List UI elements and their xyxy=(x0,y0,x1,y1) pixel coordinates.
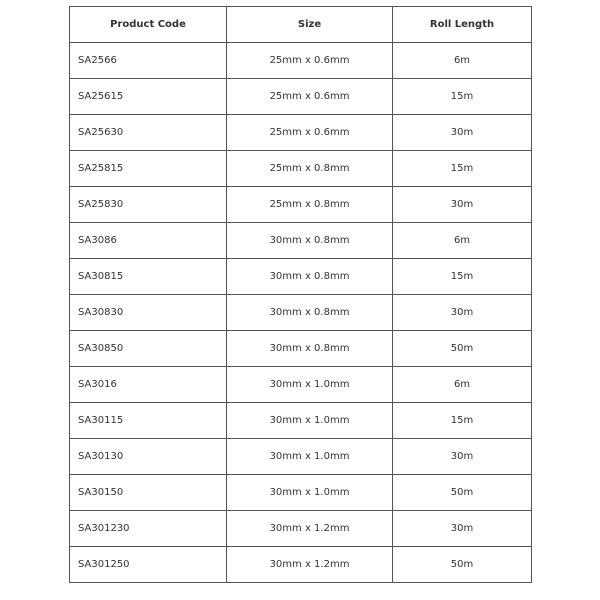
product-code-cell: SA301230 xyxy=(70,511,227,547)
roll-length-cell: 30m xyxy=(393,115,532,151)
size-cell: 30mm x 0.8mm xyxy=(227,259,393,295)
size-cell: 30mm x 0.8mm xyxy=(227,331,393,367)
size-cell: 30mm x 1.0mm xyxy=(227,475,393,511)
product-code-cell: SA3016 xyxy=(70,367,227,403)
table-row xyxy=(70,547,532,583)
table-row xyxy=(70,511,532,547)
size-cell: 30mm x 0.8mm xyxy=(227,295,393,331)
roll-length-cell: 50m xyxy=(393,547,532,583)
roll-length-cell: 50m xyxy=(393,475,532,511)
size-cell: 30mm x 1.0mm xyxy=(227,367,393,403)
roll-length-cell: 30m xyxy=(393,511,532,547)
header-size: Size xyxy=(227,7,393,43)
table-row xyxy=(70,439,532,475)
roll-length-cell: 30m xyxy=(393,439,532,475)
product-code-cell: SA25615 xyxy=(70,79,227,115)
table-row xyxy=(70,151,532,187)
product-code-cell: SA2566 xyxy=(70,43,227,79)
size-cell: 30mm x 0.8mm xyxy=(227,223,393,259)
size-cell: 25mm x 0.8mm xyxy=(227,151,393,187)
header-roll-length: Roll Length xyxy=(393,7,532,43)
roll-length-cell: 15m xyxy=(393,403,532,439)
roll-length-cell: 6m xyxy=(393,223,532,259)
product-code-cell: SA3086 xyxy=(70,223,227,259)
roll-length-cell: 15m xyxy=(393,79,532,115)
roll-length-cell: 30m xyxy=(393,295,532,331)
roll-length-cell: 30m xyxy=(393,187,532,223)
size-cell: 25mm x 0.8mm xyxy=(227,187,393,223)
size-cell: 30mm x 1.2mm xyxy=(227,511,393,547)
product-code-cell: SA30115 xyxy=(70,403,227,439)
table-row xyxy=(70,295,532,331)
product-code-cell: SA25815 xyxy=(70,151,227,187)
product-spec-table xyxy=(69,6,532,583)
table-row xyxy=(70,367,532,403)
roll-length-cell: 6m xyxy=(393,367,532,403)
roll-length-cell: 6m xyxy=(393,43,532,79)
size-cell: 30mm x 1.0mm xyxy=(227,439,393,475)
product-code-cell: SA30815 xyxy=(70,259,227,295)
product-code-cell: SA30130 xyxy=(70,439,227,475)
table-row xyxy=(70,223,532,259)
product-code-cell: SA25830 xyxy=(70,187,227,223)
size-cell: 25mm x 0.6mm xyxy=(227,115,393,151)
roll-length-cell: 15m xyxy=(393,259,532,295)
table-row xyxy=(70,79,532,115)
product-code-cell: SA30850 xyxy=(70,331,227,367)
table-row xyxy=(70,115,532,151)
table-row xyxy=(70,259,532,295)
product-code-cell: SA301250 xyxy=(70,547,227,583)
product-code-cell: SA25630 xyxy=(70,115,227,151)
product-code-cell: SA30830 xyxy=(70,295,227,331)
size-cell: 30mm x 1.0mm xyxy=(227,403,393,439)
table-row xyxy=(70,331,532,367)
table-row xyxy=(70,43,532,79)
product-code-cell: SA30150 xyxy=(70,475,227,511)
size-cell: 25mm x 0.6mm xyxy=(227,79,393,115)
table-header-row xyxy=(70,7,532,43)
header-product-code: Product Code xyxy=(70,7,227,43)
table-row xyxy=(70,475,532,511)
roll-length-cell: 15m xyxy=(393,151,532,187)
table-body xyxy=(70,43,532,583)
roll-length-cell: 50m xyxy=(393,331,532,367)
size-cell: 30mm x 1.2mm xyxy=(227,547,393,583)
size-cell: 25mm x 0.6mm xyxy=(227,43,393,79)
table-row xyxy=(70,403,532,439)
table-row xyxy=(70,187,532,223)
